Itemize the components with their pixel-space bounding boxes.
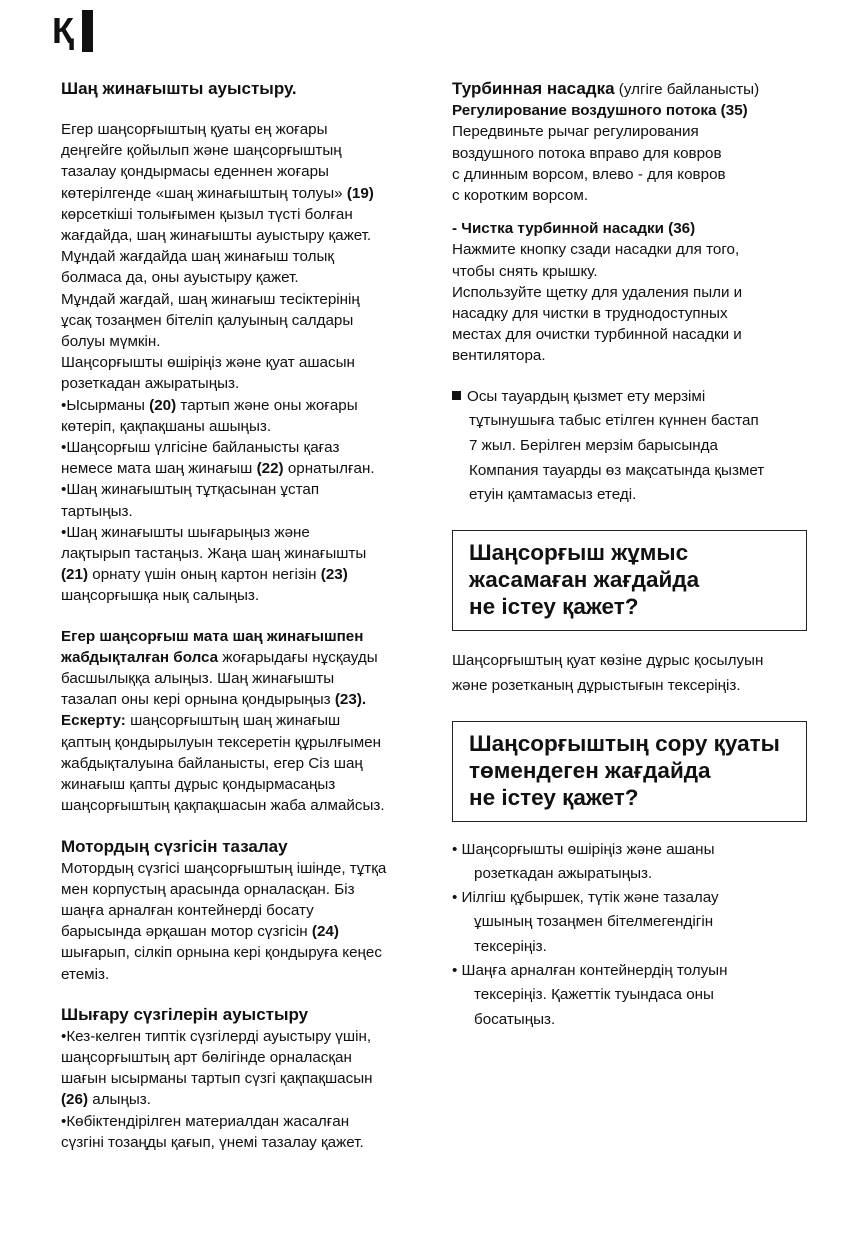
fabric-bag-section xyxy=(61,626,431,817)
text-line: Мұндай жағдайда шаң жинағыш толық xyxy=(61,248,335,266)
text-line: Компания тауарды өз мақсатында қызмет xyxy=(469,461,765,479)
language-letter: Қ xyxy=(52,10,74,51)
text-line: мен корпустың арасында орналасқан. Біз xyxy=(61,880,355,898)
turbo-brush-section xyxy=(452,78,810,206)
text-line: тазалау қондырмасы еденнен жоғары xyxy=(61,163,329,181)
airflow-subheading: Регулирование воздушного потока (35) xyxy=(452,102,748,120)
text-line: Мотордың сүзгісі шаңсорғыштың ішінде, тұтқа xyxy=(61,859,387,877)
box-title-line: Шаңсорғыш жұмыс xyxy=(469,540,689,566)
text-line: насадку для чистки в труднодоступных xyxy=(452,305,728,323)
text-line: с коротким ворсом. xyxy=(452,187,589,205)
list-item: • Шаңға арналған контейнердің толуын тексеріңіз. Қажеттік туындаса оны босатыңыз. xyxy=(452,962,728,1028)
motor-filter-heading: Мотордың сүзгісін тазалау xyxy=(61,836,288,856)
text-line: Шаңсорғыштың қуат көзіне дұрыс қосылуын xyxy=(452,652,764,670)
text-line: деңгейге қойылып және шаңсорғыштың xyxy=(61,142,342,160)
text-line: розеткадан ажыратыңыз. xyxy=(61,375,240,393)
left-column xyxy=(61,78,431,1153)
box-title-line: не істеу қажет? xyxy=(469,784,639,810)
text-line: чтобы снять крышку. xyxy=(452,262,598,280)
language-bar xyxy=(82,10,93,52)
turbo-cleaning-section xyxy=(452,218,810,366)
text-line: етеміз. xyxy=(61,965,110,983)
box-title-line: Шаңсорғыштың сору қуаты xyxy=(469,730,780,756)
square-bullet-icon xyxy=(452,391,461,400)
list-item: •Кез-келген типтік сүзгілерді ауыстыру үшін, шаңсорғыштың арт бөлігінде орналасқан шағын ысырманы тартып сүзгі қақпақшасын (26) алыңыз. xyxy=(61,1027,373,1109)
dust-bag-section xyxy=(61,119,431,607)
turbo-cleaning-heading: - Чистка турбинной насадки (36) xyxy=(452,220,696,238)
text-line: басшылыққа алыңыз. Шаң жинағышты xyxy=(61,670,335,688)
text-line: және розетканың дұрыстығын тексеріңіз. xyxy=(452,676,741,694)
text-line: Егер шаңсорғыштың қуаты ең жоғары xyxy=(61,121,328,138)
low-suction-list xyxy=(452,838,810,1032)
list-item: • Шаңсорғышты өшіріңіз және ашаны розеткадан ажыратыңыз. xyxy=(452,840,715,882)
text-line: с длинным ворсом, влево - для ковров xyxy=(452,165,726,183)
exhaust-filter-heading: Шығару сүзгілерін ауыстыру xyxy=(61,1004,309,1024)
list-item: •Көбіктендірілген материалдан жасалған сүзгіні тозаңды қағып, үнемі тазалау қажет. xyxy=(61,1112,364,1151)
text-line: қаптың қондырылуын тексеретін құрылғымен xyxy=(61,733,381,751)
list-item: • Иілгіш құбыршек, түтік және тазалау ұшының тозаңмен бітелмегендігін тексеріңіз. xyxy=(452,889,719,955)
text-line: тұтынушыға табыс етілген күннен бастап xyxy=(469,412,759,430)
text-line: Передвиньте рычаг регулирования xyxy=(452,123,699,141)
text-line: жабдықталуына байланысты, егер Сіз шаң xyxy=(61,754,363,772)
text-line: етуін қамтамасыз етеді. xyxy=(469,486,637,504)
text-line: вентилятора. xyxy=(452,347,546,365)
text-line: Мұндай жағдай, шаң жинағыш тесіктерінің xyxy=(61,290,360,308)
text-line: тазалап оны кері орнына қондырыңыз (23). xyxy=(61,691,367,709)
text-line: Егер шаңсорғыш мата шаң жинағышпен xyxy=(61,627,364,645)
not-working-text xyxy=(452,649,810,698)
text-line: Используйте щетку для удаления пыли и xyxy=(452,283,743,301)
text-line: шығарып, сілкіп орнына кері қондыруға кеңес xyxy=(61,944,382,962)
text-line: Шаңсорғышты өшіріңіз және қуат ашасын xyxy=(61,354,355,372)
text-line: жабдықталған болса жоғарыдағы нұсқауды xyxy=(61,648,378,666)
text-line: шаңсорғыштың қақпақшасын жаба алмайсыз. xyxy=(61,797,385,815)
box-title-line: жасамаған жағдайда xyxy=(469,567,700,593)
text-line: болуы мүмкін. xyxy=(61,333,161,351)
service-life-section: Осы тауардың қызмет ету мерзімі тұтынушыға табыс етілген күннен бастап 7 жыл. Берілген мерзім барысында Компания тауарды өз мақсатында қызмет етуін қамтамасыз етеді. xyxy=(452,385,810,509)
list-item: •Ысырманы (20) тартып және оны жоғары көтеріп, қақпақшаны ашыңыз. xyxy=(61,396,358,435)
low-suction-box xyxy=(452,721,807,822)
text-line: шаңға арналған контейнерді босату xyxy=(61,901,314,919)
box-title-line: төмендеген жағдайда xyxy=(469,757,711,783)
motor-filter-section xyxy=(61,858,431,985)
text-line: 7 жыл. Берілген мерзім барысында xyxy=(469,437,718,455)
text-line: воздушного потока вправо для ковров xyxy=(452,144,722,162)
right-column xyxy=(452,78,810,1032)
list-item: •Шаң жинағыштың тұтқасынан ұстап тартыңыз. xyxy=(61,481,320,520)
text-line: барысында әрқашан мотор сүзгісін (24) xyxy=(61,923,339,941)
not-working-box xyxy=(452,530,807,631)
text-line: ұсақ тозаңмен бітеліп қалуының салдары xyxy=(61,311,354,329)
exhaust-filter-section xyxy=(61,1026,431,1153)
dust-bag-heading: Шаң жинағышты ауыстыру. xyxy=(61,79,297,98)
text-line: местах для очистки турбинной насадки и xyxy=(452,326,742,344)
list-item: •Шаңсорғыш үлгісіне байланысты қағаз немесе мата шаң жинағыш (22) орнатылған. xyxy=(61,439,375,478)
text-line: Нажмите кнопку сзади насадки для того, xyxy=(452,241,740,259)
text-line: көтерілгенде «шаң жинағыштың толуы» (19) xyxy=(61,184,374,202)
text-line: жинағыш қапты дұрыс қондырмасаңыз xyxy=(61,776,336,794)
box-title-line: не істеу қажет? xyxy=(469,594,639,620)
turbo-brush-title: Турбинная насадка (улгіге байланысты) xyxy=(452,79,760,98)
text-line: болмаса да, оны ауыстыру қажет. xyxy=(61,269,299,287)
text-line: жағдайда, шаң жинағышты ауыстыру қажет. xyxy=(61,227,372,245)
text-line: көрсеткіші толығымен қызыл түсті болған xyxy=(61,205,353,223)
list-item: •Шаң жинағышты шығарыңыз және лақтырып тастаңыз. Жаңа шаң жинағышты (21) орнату үшін оның картон негізін (23) шаңсорғышқа нық салыңыз. xyxy=(61,523,367,605)
language-marker xyxy=(52,10,93,52)
note-line: Ескерту: шаңсорғыштың шаң жинағыш xyxy=(61,712,341,730)
